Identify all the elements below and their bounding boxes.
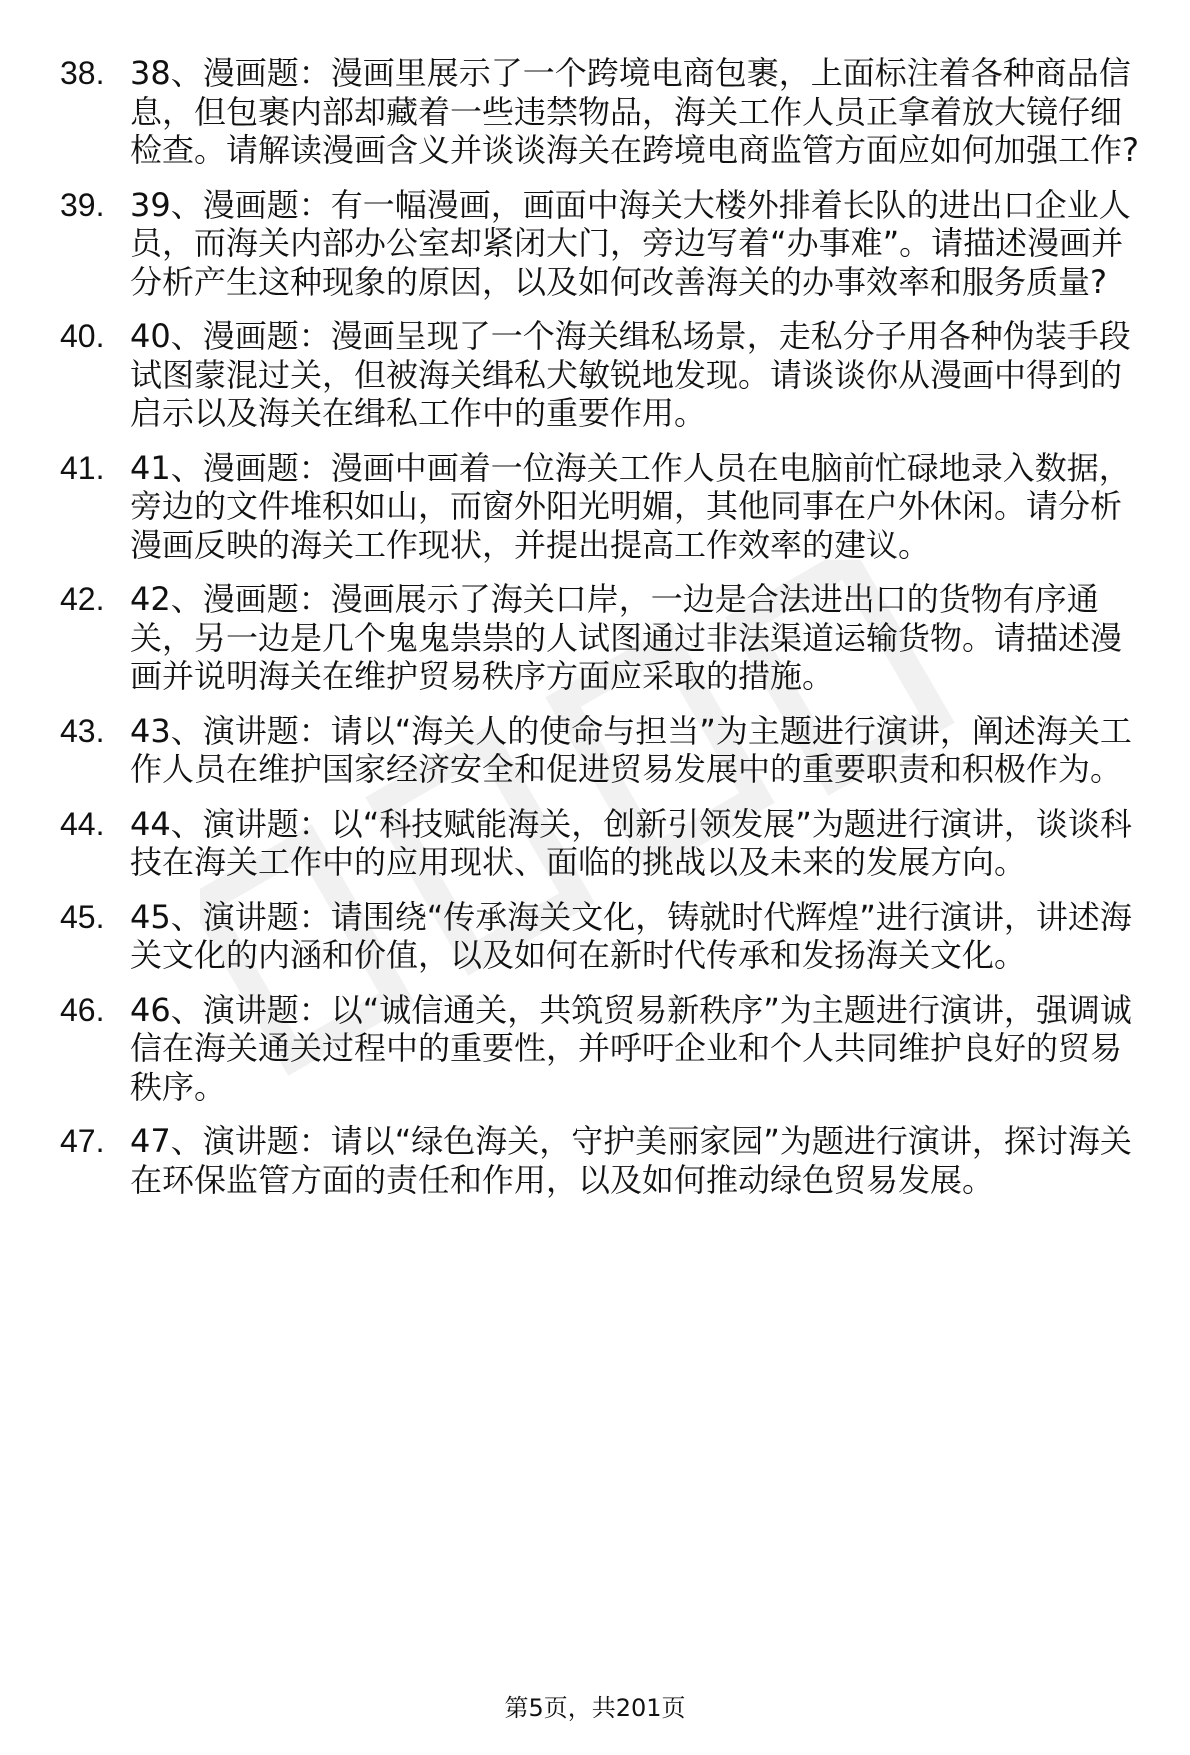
question-item-44 [60,805,1150,882]
question-item-39 [60,186,1150,302]
question-number: 41. [60,449,105,486]
question-number: 44. [60,805,105,842]
question-text: 46、演讲题：以“诚信通关，共筑贸易新秩序”为主题进行演讲，强调诚信在海关通关过程中的重要性，并呼吁企业和个人共同维护良好的贸易秩序。 [130,990,1132,1106]
question-text: 38、漫画题：漫画里展示了一个跨境电商包裹，上面标注着各种商品信息，但包裹内部却藏着一些违禁物品，海关工作人员正拿着放大镜仔细检查。请解读漫画含义并谈谈海关在跨境电商监管方面应如何加强工作? [130,54,1139,169]
question-number: 43. [60,712,105,749]
question-item-47 [60,1122,1150,1199]
question-number: 46. [60,991,105,1028]
question-number: 47. [60,1123,105,1159]
question-list [60,54,1150,1215]
question-item-45 [60,898,1150,975]
question-text: 40、漫画题：漫画呈现了一个海关缉私场景，走私分子用各种伪装手段试图蒙混过关，但被海关缉私犬敏锐地发现。请谈谈你从漫画中得到的启示以及海关在缉私工作中的重要作用。 [130,317,1131,432]
question-text: 41、漫画题：漫画中画着一位海关工作人员在电脑前忙碌地录入数据，旁边的文件堆积如山，而窗外阳光明媚，其他同事在户外休闲。请分析漫画反映的海关工作现状，并提出提高工作效率的建议。 [130,448,1131,564]
question-item-40 [60,317,1150,433]
question-item-42 [60,580,1150,696]
question-number: 42. [60,581,105,617]
question-number: 39. [60,186,105,223]
question-item-43 [60,712,1150,789]
question-item-41 [60,449,1150,565]
question-number: 40. [60,318,105,354]
question-text: 47、演讲题：请以“绿色海关，守护美丽家园”为题进行演讲，探讨海关在环保监管方面的责任和作用，以及如何推动绿色贸易发展。 [130,1122,1132,1199]
question-text: 44、演讲题：以“科技赋能海关，创新引领发展”为题进行演讲，谈谈科技在海关工作中的应用现状、面临的挑战以及未来的发展方向。 [130,804,1132,881]
question-text: 45、演讲题：请围绕“传承海关文化，铸就时代辉煌”进行演讲，讲述海关文化的内涵和价值，以及如何在新时代传承和发扬海关文化。 [130,897,1132,974]
question-text: 39、漫画题：有一幅漫画，画面中海关大楼外排着长队的进出口企业人员，而海关内部办公室却紧闭大门，旁边写着“办事难”。请描述漫画并分析产生这种现象的原因，以及如何改善海关的办事效率和服务质量? [130,185,1131,301]
question-item-46 [60,991,1150,1107]
page-footer: 第5页，共201页 [504,1694,686,1722]
question-text: 43、演讲题：请以“海关人的使命与担当”为主题进行演讲，阐述海关工作人员在维护国家经济安全和促进贸易发展中的重要职责和积极作为。 [130,711,1132,788]
question-text: 42、漫画题：漫画展示了海关口岸，一边是合法进出口的货物有序通关，另一边是几个鬼鬼祟祟的人试图通过非法渠道运输货物。请描述漫画并说明海关在维护贸易秩序方面应采取的措施。 [130,580,1123,695]
question-number: 38. [60,55,105,91]
question-number: 45. [60,898,105,935]
question-item-38 [60,54,1150,170]
